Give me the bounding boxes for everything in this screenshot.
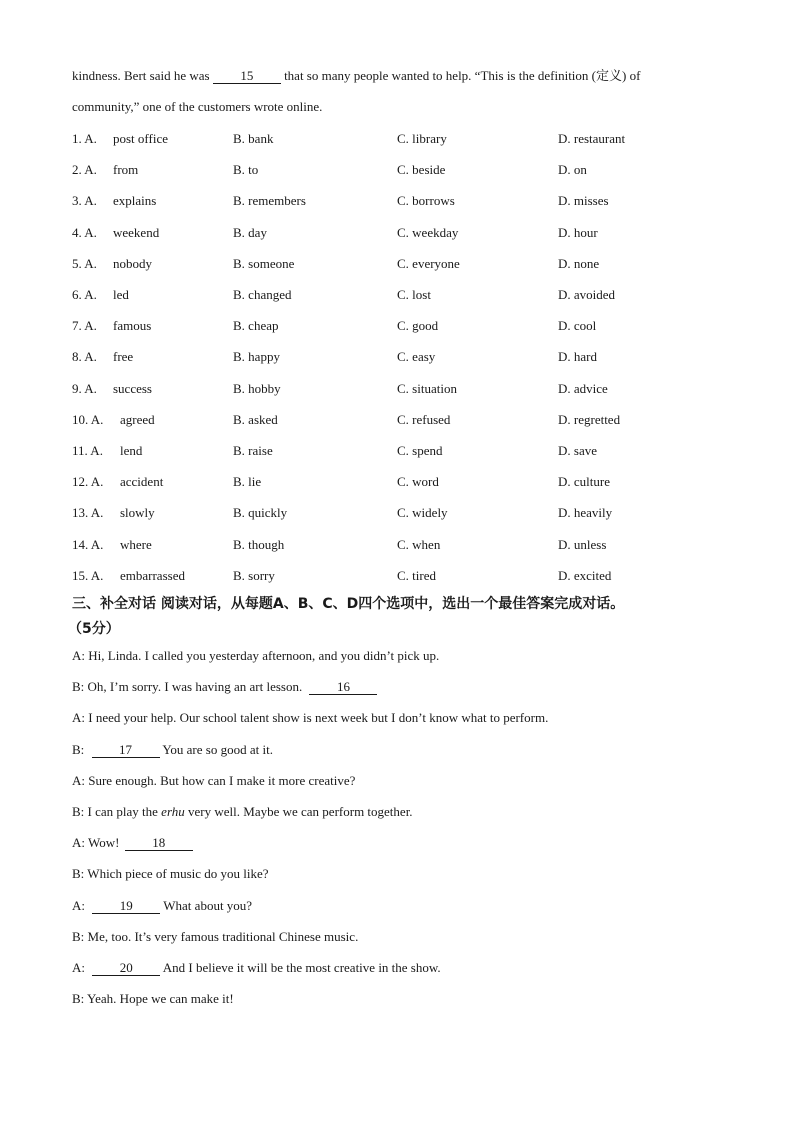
question-number: 7. A. [72,318,97,333]
question-number: 9. A. [72,381,97,396]
option-b[interactable]: B. hobby [233,381,281,396]
dialogue-text: What about you? [163,898,253,913]
option-d[interactable]: D. restaurant [558,131,626,146]
option-b[interactable]: B. changed [233,287,292,302]
option-a[interactable]: explains [113,193,157,208]
option-a[interactable]: accident [120,474,164,489]
option-a[interactable]: free [113,349,134,364]
dialogue-text: And I believe it will be the most creative in the show. [162,960,441,975]
blank-20[interactable]: 20 [92,961,160,976]
dialogue-line [72,897,252,915]
dialogue-line: B: Which piece of music do you like? [72,866,269,881]
speaker-label: B: [72,742,85,757]
question-number: 4. A. [72,225,97,240]
option-d[interactable]: D. unless [558,537,607,552]
option-a[interactable]: lend [120,443,143,458]
option-b[interactable]: B. bank [233,131,274,146]
option-d[interactable]: D. none [558,256,600,271]
option-c[interactable]: C. beside [397,162,446,177]
option-d[interactable]: D. heavily [558,505,613,520]
option-a[interactable]: post office [113,131,168,146]
blank-16[interactable]: 16 [309,680,377,695]
option-d[interactable]: D. hard [558,349,597,364]
option-d[interactable]: D. save [558,443,597,458]
option-c[interactable]: C. refused [397,412,451,427]
option-d[interactable]: D. hour [558,225,598,240]
option-a[interactable]: weekend [113,225,160,240]
option-b[interactable]: B. lie [233,474,262,489]
option-c[interactable]: C. lost [397,287,431,302]
option-c[interactable]: C. tired [397,568,436,583]
option-d[interactable]: D. cool [558,318,597,333]
option-c[interactable]: C. borrows [397,193,455,208]
dialogue-line: A: Sure enough. But how can I make it more creative? [72,773,356,788]
option-b[interactable]: B. asked [233,412,278,427]
option-c[interactable]: C. everyone [397,256,460,271]
option-c[interactable]: C. spend [397,443,443,458]
dialogue-line: B: Me, too. It’s very famous traditional Chinese music. [72,929,359,944]
question-number: 12. A. [72,474,104,489]
option-a[interactable]: nobody [113,256,152,271]
dialogue-text: B: Oh, I’m sorry. I was having an art lesson. [72,679,303,694]
dialogue-text: very well. Maybe we can perform together. [188,804,413,819]
option-b[interactable]: B. someone [233,256,295,271]
question-number: 14. A. [72,537,104,552]
dialogue-text: B: I can play the [72,804,158,819]
option-d[interactable]: D. advice [558,381,608,396]
blank-17[interactable]: 17 [92,743,160,758]
speaker-label: A: [72,898,85,913]
dialogue-line [72,741,273,759]
option-a[interactable]: famous [113,318,152,333]
option-b[interactable]: B. quickly [233,505,288,520]
option-a[interactable]: embarrassed [120,568,185,583]
blank-18[interactable]: 18 [125,836,193,851]
question-number: 6. A. [72,287,97,302]
question-number: 1. A. [72,131,97,146]
speaker-label: A: [72,960,85,975]
option-c[interactable]: C. word [397,474,439,489]
dialogue-line [72,959,441,977]
dialogue-line: A: Hi, Linda. I called you yesterday afternoon, and you didn’t pick up. [72,648,440,663]
passage-line-1 [72,67,640,85]
dialogue-line: A: I need your help. Our school talent show is next week but I don’t know what to perform. [72,710,549,725]
option-c[interactable]: C. situation [397,381,457,396]
option-d[interactable]: D. excited [558,568,612,583]
option-c[interactable]: C. widely [397,505,448,520]
option-b[interactable]: B. to [233,162,259,177]
passage-text: kindness. Bert said he was [72,68,210,83]
option-c[interactable]: C. when [397,537,441,552]
option-d[interactable]: D. avoided [558,287,616,302]
option-b[interactable]: B. raise [233,443,273,458]
option-a[interactable]: success [113,381,152,396]
question-number: 5. A. [72,256,97,271]
dialogue-line [72,678,377,696]
option-d[interactable]: D. regretted [558,412,621,427]
passage-text: that so many people wanted to help. “This is the definition (定义) of [284,68,641,83]
option-a[interactable]: agreed [120,412,155,427]
option-c[interactable]: C. good [397,318,439,333]
question-number: 11. A. [72,443,103,458]
italic-word: erhu [161,804,185,819]
option-d[interactable]: D. on [558,162,587,177]
dialogue-text: You are so good at it. [162,742,273,757]
section-score: （5分） [68,621,120,637]
dialogue-line: B: Yeah. Hope we can make it! [72,991,234,1006]
question-number: 2. A. [72,162,97,177]
option-d[interactable]: D. culture [558,474,610,489]
option-b[interactable]: B. day [233,225,267,240]
option-b[interactable]: B. sorry [233,568,275,583]
dialogue-line [72,803,413,821]
passage-line-2: community,” one of the customers wrote online. [72,99,323,114]
option-a[interactable]: led [113,287,129,302]
option-b[interactable]: B. remembers [233,193,306,208]
option-a[interactable]: slowly [120,505,155,520]
option-c[interactable]: C. weekday [397,225,459,240]
option-b[interactable]: B. though [233,537,285,552]
question-number: 10. A. [72,412,104,427]
section-heading: 三、补全对话 阅读对话，从每题A、B、C、D四个选项中，选出一个最佳答案完成对话。 [72,596,625,612]
question-number: 3. A. [72,193,97,208]
option-b[interactable]: B. happy [233,349,280,364]
option-a[interactable]: from [113,162,139,177]
option-c[interactable]: C. library [397,131,447,146]
question-number: 15. A. [72,568,104,583]
blank-15[interactable]: 15 [213,69,281,84]
option-a[interactable]: where [120,537,152,552]
option-b[interactable]: B. cheap [233,318,279,333]
option-c[interactable]: C. easy [397,349,436,364]
dialogue-line [72,834,193,852]
blank-19[interactable]: 19 [92,899,160,914]
question-number: 8. A. [72,349,97,364]
option-d[interactable]: D. misses [558,193,609,208]
dialogue-text: A: Wow! [72,835,120,850]
question-number: 13. A. [72,505,104,520]
